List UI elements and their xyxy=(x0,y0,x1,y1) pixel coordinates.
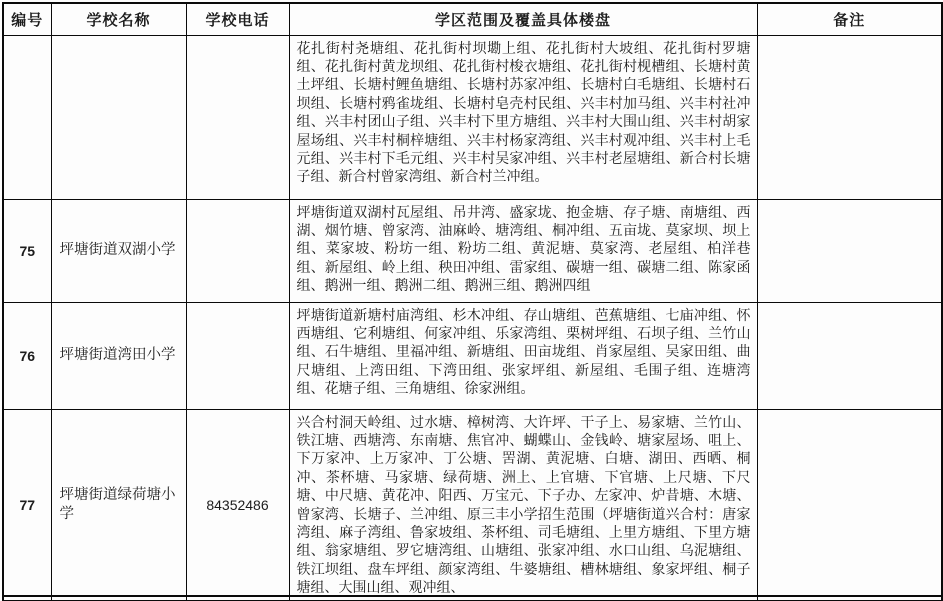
school-name-cell xyxy=(51,35,186,199)
header-number: 编号 xyxy=(3,3,51,35)
table-bottom-crop-border xyxy=(2,595,941,597)
school-name-cell: 坪塘街道湾田小学 xyxy=(51,302,186,409)
table-row xyxy=(3,35,942,199)
remarks-cell xyxy=(757,199,942,302)
table-row xyxy=(3,199,942,302)
header-district-range: 学区范围及覆盖具体楼盘 xyxy=(289,3,757,35)
district-range-cell: 花扎街村尧塘组、花扎街村坝墈上组、花扎街村大坡组、花扎街村罗塘组、花扎街村黄龙坝组、花扎街村梭衣塘组、花扎街村枧槽组、长塘村黄土坪组、长塘村鲤鱼塘组、长塘村苏家冲组、长塘村白毛塘组、长塘村石坝组、长塘村鸦雀垅组、长塘村皂壳村民组、兴丰村加马组、兴丰村社冲组、兴丰村团山子组、兴丰村下里方塘组、兴丰村大围山组、兴丰村胡家屋场组、兴丰村桐梓塘组、兴丰村杨家湾组、兴丰村观冲组、兴丰村上毛元组、兴丰村下毛元组、兴丰村吴家冲组、兴丰村老屋塘组、新合村长塘子组、新合村曾家湾组、新合村兰冲组。 xyxy=(289,35,757,199)
header-remarks: 备注 xyxy=(757,3,942,35)
number-cell xyxy=(3,35,51,199)
remarks-cell xyxy=(757,409,942,601)
table-header-row xyxy=(3,3,942,35)
number-cell: 76 xyxy=(3,302,51,409)
table-row xyxy=(3,409,942,601)
school-name-cell: 坪塘街道双湖小学 xyxy=(51,199,186,302)
remarks-cell xyxy=(757,35,942,199)
school-phone-cell: 84352486 xyxy=(186,409,289,601)
school-phone-cell xyxy=(186,302,289,409)
number-cell: 75 xyxy=(3,199,51,302)
school-phone-cell xyxy=(186,35,289,199)
header-school-phone: 学校电话 xyxy=(186,3,289,35)
school-district-table xyxy=(2,2,943,601)
table-row xyxy=(3,302,942,409)
remarks-cell xyxy=(757,302,942,409)
district-range-cell: 坪塘街道新塘村庙湾组、杉木冲组、存山塘组、芭蕉塘组、七庙冲组、怀西塘组、它利塘组、何家冲组、乐家湾组、栗树坪组、石坝子组、兰竹山组、石牛塘组、里福冲组、新塘组、田亩垅组、肖家屋组、吴家田组、曲尺塘组、上湾田组、下湾田组、张家坪组、新屋组、毛围子组、连塘湾组、花塘子组、三角塘组、徐家洲组。 xyxy=(289,302,757,409)
district-range-cell: 坪塘街道双湖村瓦屋组、吊井湾、盛家垅、抱金塘、存子塘、南塘组、西湖、烟竹塘、曾家湾、油麻岭、塘湾组、桐冲组、五亩垅、莫家坝、坝上组、菜家坡、粉坊一组、粉坊二组、黄泥塘、莫家湾、老屋组、柏洋巷组、新屋组、岭上组、秧田冲组、雷家组、碳塘一组、碳塘二组、陈家函组、鹅洲一组、鹅洲二组、鹅洲三组、鹅洲四组 xyxy=(289,199,757,302)
number-cell: 77 xyxy=(3,409,51,601)
district-range-cell: 兴合村洞天岭组、过水塘、樟树湾、大许坪、干子上、易家塘、兰竹山、铁江塘、西塘湾、东南塘、焦官冲、蝴蝶山、金钱岭、塘家屋场、咀上、下万家冲、上万家冲、丁公塘、罟湖、黄泥塘、白塘、湖田、西晒、桐冲、茶杯塘、马家塘、绿荷塘、洲上、上官塘、下官塘、上尺塘、下尺塘、中尺塘、黄花冲、阳西、万宝元、下子办、左家冲、炉昔塘、木塘、曾家湾、长塘子、兰冲组、原三丰小学招生范围（坪塘街道兴合村：唐家湾组、麻子湾组、鲁家坡组、茶杯组、司毛塘组、上里方塘组、下里方塘组、翁家塘组、罗它塘湾组、山塘组、张家冲组、水口山组、乌泥塘组、铁江坝组、盘车坪组、颜家湾组、牛婆塘组、槽林塘组、象家坪组、桐子塘组、大围山组、观冲组、 xyxy=(289,409,757,601)
school-phone-cell xyxy=(186,199,289,302)
school-name-cell: 坪塘街道绿荷塘小学 xyxy=(51,409,186,601)
header-school-name: 学校名称 xyxy=(51,3,186,35)
